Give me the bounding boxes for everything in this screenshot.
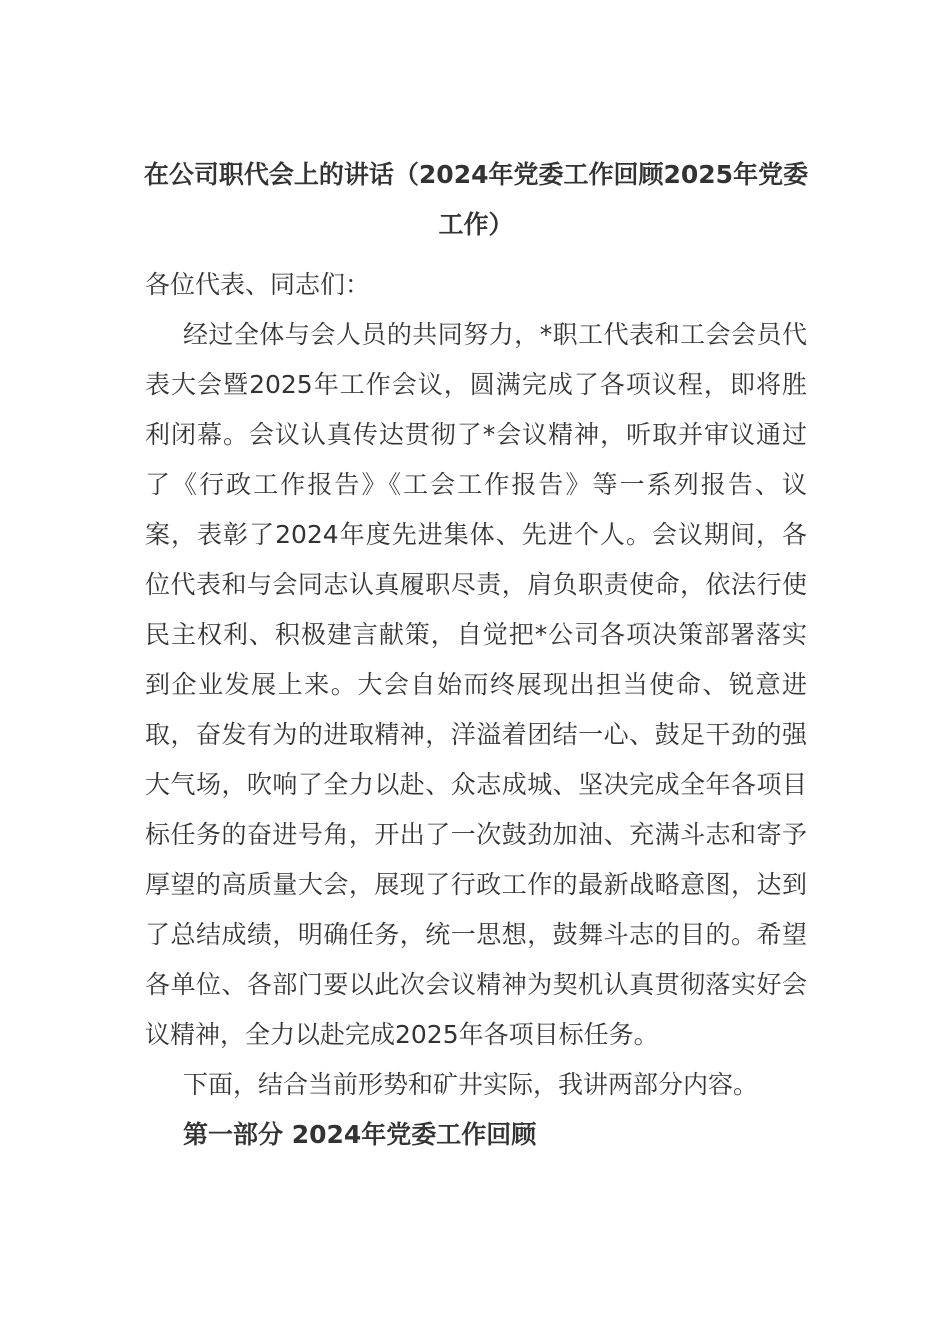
body-paragraph: 经过全体与会人员的共同努力，*职工代表和工会会员代表大会暨2025年工作会议，圆满完成了各项议程，即将胜利闭幕。会议认真传达贯彻了*会议精神，听取并审议通过了《行政工作报告》《工会工作报告》等一系列报告、议案，表彰了2024年度先进集体、先进个人。会议期间，各位代表和与会同志认真履职尽责，肩负职责使命，依法行使民主权利、积极建言献策，自觉把*公司各项决策部署落实到企业发展上来。大会自始而终展现出担当使命、锐意进取，奋发有为的进取精神，洋溢着团结一心、鼓足干劲的强大气场，吹响了全力以赴、众志成城、坚决完成全年各项目标任务的奋进号角，开出了一次鼓劲加油、充满斗志和寄予厚望的高质量大会，展现了行政工作的最新战略意图，达到了总结成绩，明确任务，统一思想，鼓舞斗志的目的。希望各单位、各部门要以此次会议精神为契机认真贯彻落实好会议精神，全力以赴完成2025年各项目标任务。 bbox=[145, 320, 807, 1049]
document-title: 在公司职代会上的讲话（2024年党委工作回顾2025年党委工作） bbox=[143, 160, 809, 239]
section-heading: 第一部分 2024年党委工作回顾 bbox=[183, 1120, 537, 1149]
document-body bbox=[145, 150, 807, 1160]
body-paragraph: 下面，结合当前形势和矿井实际，我讲两部分内容。 bbox=[183, 1070, 759, 1099]
salutation: 各位代表、同志们： bbox=[145, 270, 371, 299]
